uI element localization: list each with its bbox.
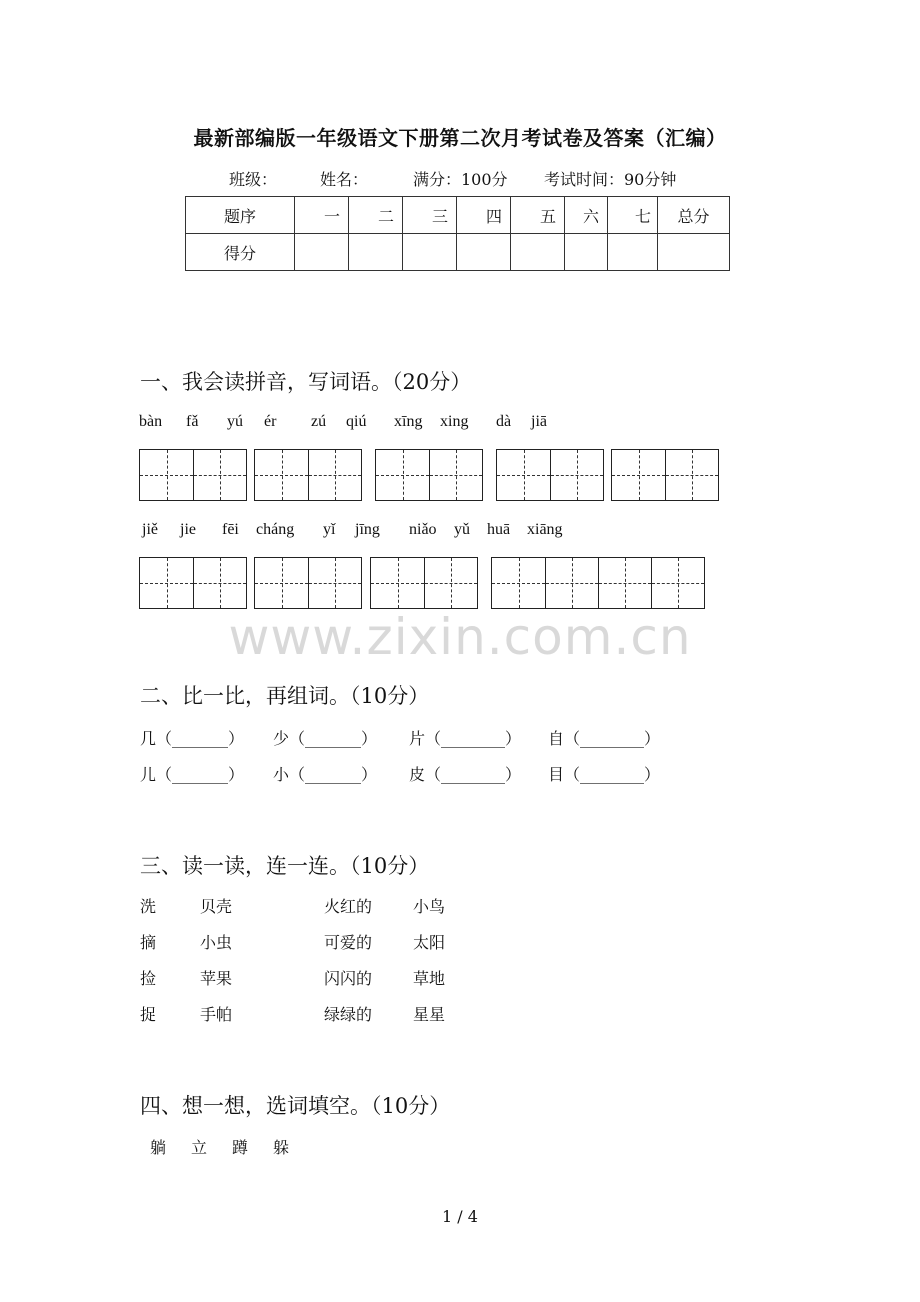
score-row-label: 得分 bbox=[186, 234, 295, 271]
pinyin: dà bbox=[496, 413, 512, 430]
pinyin: qiú bbox=[346, 413, 367, 430]
header-cell: 四 bbox=[457, 197, 511, 234]
noun-word[interactable]: 贝壳 bbox=[200, 897, 233, 916]
pinyin: yǐ bbox=[323, 521, 336, 538]
choice-word: 躲 bbox=[273, 1138, 290, 1157]
word-blank[interactable]: 片（________） bbox=[409, 729, 522, 748]
tianzige-box[interactable] bbox=[611, 449, 719, 501]
pinyin: jīng bbox=[355, 521, 380, 538]
score-cell[interactable] bbox=[349, 234, 403, 271]
tianzige-cell[interactable] bbox=[308, 558, 361, 608]
tianzige-cell[interactable] bbox=[492, 558, 545, 608]
header-cell: 三 bbox=[403, 197, 457, 234]
header-cell: 七 bbox=[608, 197, 658, 234]
adjective-word[interactable]: 火红的 bbox=[324, 897, 373, 916]
noun-word[interactable]: 手帕 bbox=[200, 1005, 233, 1024]
choice-word: 躺 bbox=[150, 1138, 167, 1157]
pinyin: zú bbox=[311, 413, 327, 430]
verb-word[interactable]: 捡 bbox=[140, 969, 157, 988]
tianzige-cell[interactable] bbox=[497, 450, 550, 500]
noun-word[interactable]: 太阳 bbox=[413, 933, 446, 952]
pinyin-row-1 bbox=[0, 413, 920, 433]
score-cell[interactable] bbox=[403, 234, 457, 271]
watermark: www.zixin.com.cn bbox=[228, 608, 692, 666]
score-table-score-row bbox=[186, 234, 730, 271]
word-blank[interactable]: 儿（_______） bbox=[140, 765, 245, 784]
tianzige-box[interactable] bbox=[496, 449, 604, 501]
choice-word: 立 bbox=[191, 1138, 208, 1157]
pinyin: cháng bbox=[256, 521, 295, 538]
section1-heading: 一、我会读拼音，写词语。（20分） bbox=[140, 370, 472, 394]
tianzige-cell[interactable] bbox=[193, 558, 246, 608]
score-cell[interactable] bbox=[457, 234, 511, 271]
tianzige-cell[interactable] bbox=[193, 450, 246, 500]
tianzige-box[interactable] bbox=[254, 557, 362, 609]
tianzige-cell[interactable] bbox=[376, 450, 429, 500]
pinyin: huā bbox=[487, 521, 511, 538]
section2-heading: 二、比一比，再组词。（10分） bbox=[140, 684, 430, 708]
section3-heading: 三、读一读，连一连。（10分） bbox=[140, 854, 430, 878]
noun-word[interactable]: 小虫 bbox=[200, 933, 233, 952]
adjective-word[interactable]: 闪闪的 bbox=[324, 969, 373, 988]
header-cell: 六 bbox=[565, 197, 608, 234]
pinyin: xīng bbox=[394, 413, 423, 430]
pinyin: bàn bbox=[139, 413, 163, 430]
header-cell: 二 bbox=[349, 197, 403, 234]
tianzige-box[interactable] bbox=[139, 449, 247, 501]
header-cell: 总分 bbox=[658, 197, 730, 234]
verb-word[interactable]: 捉 bbox=[140, 1005, 157, 1024]
score-table bbox=[185, 196, 730, 271]
noun-word[interactable]: 草地 bbox=[413, 969, 446, 988]
pinyin: jiā bbox=[531, 413, 547, 430]
tianzige-cell[interactable] bbox=[665, 450, 718, 500]
noun-word[interactable]: 小鸟 bbox=[413, 897, 446, 916]
section4-heading: 四、想一想，选词填空。（10分） bbox=[140, 1094, 451, 1118]
word-blank[interactable]: 自（________） bbox=[548, 729, 661, 748]
tianzige-box[interactable] bbox=[491, 557, 705, 609]
header-cell: 题序 bbox=[186, 197, 295, 234]
noun-word[interactable]: 星星 bbox=[413, 1005, 446, 1024]
tianzige-cell[interactable] bbox=[550, 450, 603, 500]
name-label: 姓名： bbox=[320, 170, 369, 189]
header-cell: 五 bbox=[511, 197, 565, 234]
tianzige-cell[interactable] bbox=[255, 450, 308, 500]
tianzige-cell[interactable] bbox=[140, 558, 193, 608]
tianzige-box[interactable] bbox=[139, 557, 247, 609]
verb-word[interactable]: 摘 bbox=[140, 933, 157, 952]
header-cell: 一 bbox=[295, 197, 349, 234]
pinyin: jie bbox=[180, 521, 196, 538]
pinyin: fēi bbox=[222, 521, 239, 538]
word-blank[interactable]: 少（_______） bbox=[273, 729, 378, 748]
tianzige-cell[interactable] bbox=[651, 558, 704, 608]
pinyin: niǎo bbox=[409, 521, 437, 538]
tianzige-cell[interactable] bbox=[545, 558, 598, 608]
pinyin: fǎ bbox=[186, 413, 199, 430]
score-cell[interactable] bbox=[565, 234, 608, 271]
tianzige-cell[interactable] bbox=[429, 450, 482, 500]
tianzige-cell[interactable] bbox=[424, 558, 477, 608]
exam-time: 考试时间：90分钟 bbox=[544, 170, 677, 189]
tianzige-cell[interactable] bbox=[140, 450, 193, 500]
score-table-header-row bbox=[186, 197, 730, 234]
adjective-word[interactable]: 绿绿的 bbox=[324, 1005, 373, 1024]
tianzige-cell[interactable] bbox=[612, 450, 665, 500]
score-cell[interactable] bbox=[295, 234, 349, 271]
word-blank[interactable]: 几（_______） bbox=[140, 729, 245, 748]
class-label: 班级： bbox=[229, 170, 278, 189]
verb-word[interactable]: 洗 bbox=[140, 897, 157, 916]
score-cell[interactable] bbox=[608, 234, 658, 271]
full-score: 满分：100分 bbox=[413, 170, 508, 189]
tianzige-cell[interactable] bbox=[308, 450, 361, 500]
pinyin: ér bbox=[264, 413, 277, 430]
pinyin-row-2 bbox=[0, 521, 920, 541]
tianzige-box[interactable] bbox=[254, 449, 362, 501]
tianzige-cell[interactable] bbox=[598, 558, 651, 608]
tianzige-cell[interactable] bbox=[255, 558, 308, 608]
pinyin: yú bbox=[227, 413, 243, 430]
tianzige-cell[interactable] bbox=[371, 558, 424, 608]
word-blank[interactable]: 小（_______） bbox=[273, 765, 378, 784]
pinyin: xing bbox=[440, 413, 469, 430]
choice-word: 蹲 bbox=[232, 1138, 249, 1157]
word-blank[interactable]: 皮（________） bbox=[409, 765, 522, 784]
word-blank[interactable]: 目（________） bbox=[548, 765, 661, 784]
tianzige-box[interactable] bbox=[370, 557, 478, 609]
score-cell[interactable] bbox=[511, 234, 565, 271]
pinyin: jiě bbox=[142, 521, 158, 538]
adjective-word[interactable]: 可爱的 bbox=[324, 933, 373, 952]
tianzige-box[interactable] bbox=[375, 449, 483, 501]
exam-title: 最新部编版一年级语文下册第二次月考试卷及答案（汇编） bbox=[193, 126, 727, 150]
noun-word[interactable]: 苹果 bbox=[200, 969, 233, 988]
page-number: 1 / 4 bbox=[442, 1207, 478, 1226]
pinyin: xiāng bbox=[527, 521, 563, 538]
pinyin: yǔ bbox=[454, 521, 470, 538]
score-cell[interactable] bbox=[658, 234, 730, 271]
